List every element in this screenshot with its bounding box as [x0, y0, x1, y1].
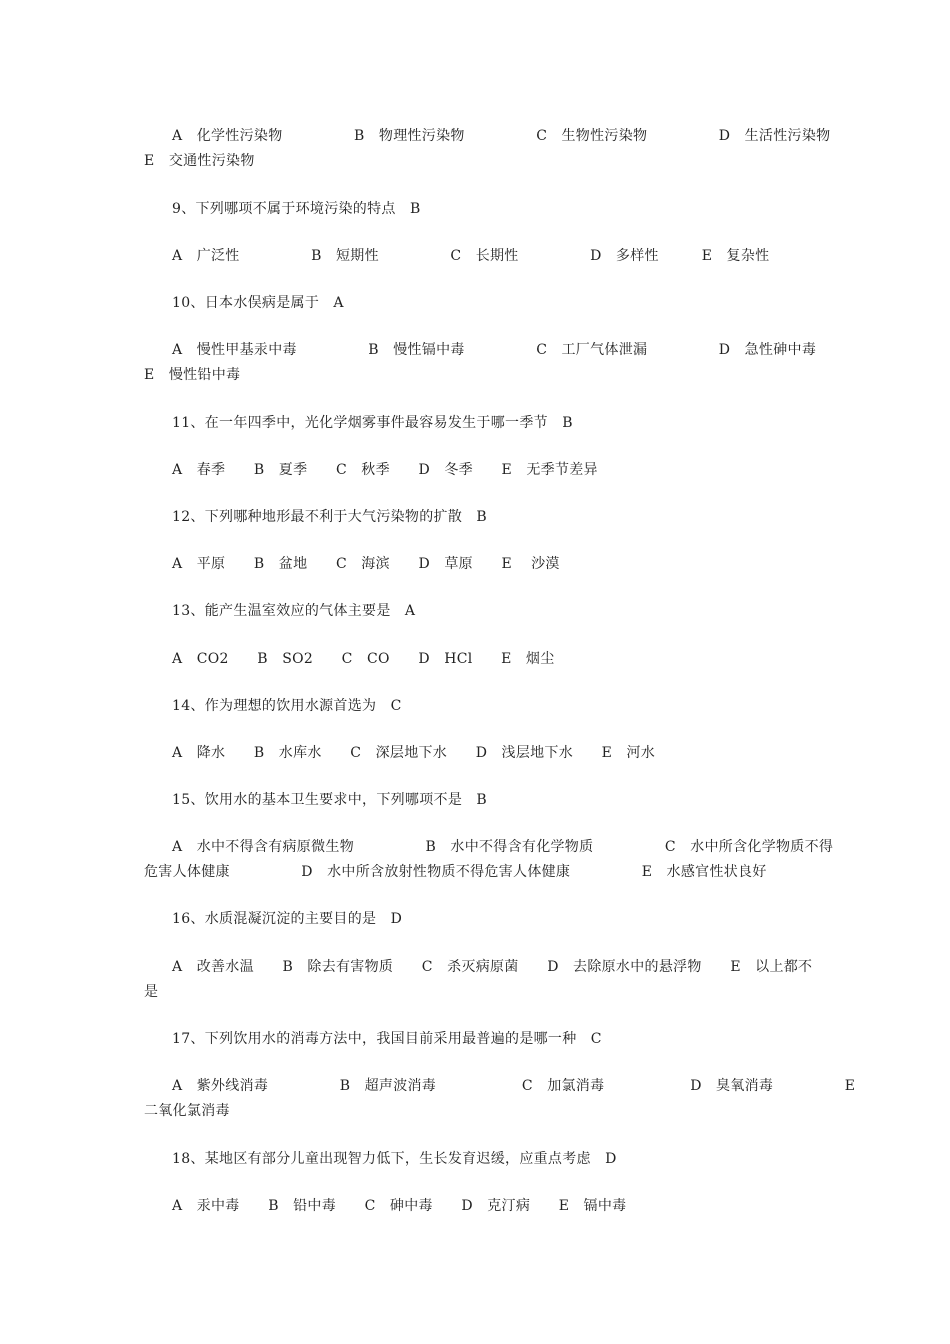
- question-12: 12、下列哪种地形最不利于大气污染物的扩散 B: [172, 509, 488, 525]
- option-line-continued: E 慢性铅中毒: [144, 367, 241, 383]
- question-15: 15、饮用水的基本卫生要求中，下列哪项不是 B: [172, 792, 488, 808]
- option-line: A 紫外线消毒 B 超声波消毒 C 加氯消毒 D 臭氧消毒 E: [172, 1078, 856, 1094]
- question-17: 17、下列饮用水的消毒方法中，我国目前采用最普遍的是哪一种 C: [172, 1031, 602, 1047]
- question-11: 11、在一年四季中，光化学烟雾事件最容易发生于哪一季节 B: [172, 415, 573, 431]
- question-9: 9、下列哪项不属于环境污染的特点 B: [172, 201, 421, 217]
- option-line: A CO2 B SO2 C CO D HCl E 烟尘: [172, 651, 555, 667]
- question-10: 10、日本水俣病是属于 A: [172, 295, 344, 311]
- option-line: A 降水 B 水库水 C 深层地下水 D 浅层地下水 E 河水: [172, 745, 656, 761]
- option-line: A 水中不得含有病原微生物 B 水中不得含有化学物质 C 水中所含化学物质不得: [172, 839, 834, 855]
- option-line: A 春季 B 夏季 C 秋季 D 冬季 E 无季节差异: [172, 462, 598, 478]
- option-line-continued: 是: [144, 984, 159, 1000]
- question-16: 16、水质混凝沉淀的主要目的是 D: [172, 911, 403, 927]
- option-line-continued: 二氧化氯消毒: [144, 1103, 230, 1119]
- option-line: A 慢性甲基汞中毒 B 慢性镉中毒 C 工厂气体泄漏 D 急性砷中毒: [172, 342, 817, 358]
- option-line: A 平原 B 盆地 C 海滨 D 草原 E 沙漠: [172, 556, 560, 572]
- question-13: 13、能产生温室效应的气体主要是 A: [172, 603, 416, 619]
- option-line: A 改善水温 B 除去有害物质 C 杀灭病原菌 D 去除原水中的悬浮物 E 以上都不: [172, 959, 813, 975]
- option-line-continued: 危害人体健康 D 水中所含放射性物质不得危害人体健康 E 水感官性状良好: [144, 864, 767, 880]
- option-line-continued: E 交通性污染物: [144, 153, 255, 169]
- question-18: 18、某地区有部分儿童出现智力低下，生长发育迟缓，应重点考虑 D: [172, 1151, 617, 1167]
- option-line: A 广泛性 B 短期性 C 长期性 D 多样性 E 复杂性: [172, 248, 770, 264]
- option-line: A 化学性污染物 B 物理性污染物 C 生物性污染物 D 生活性污染物: [172, 128, 831, 144]
- option-line: A 汞中毒 B 铅中毒 C 砷中毒 D 克汀病 E 镉中毒: [172, 1198, 627, 1214]
- question-14: 14、作为理想的饮用水源首选为 C: [172, 698, 402, 714]
